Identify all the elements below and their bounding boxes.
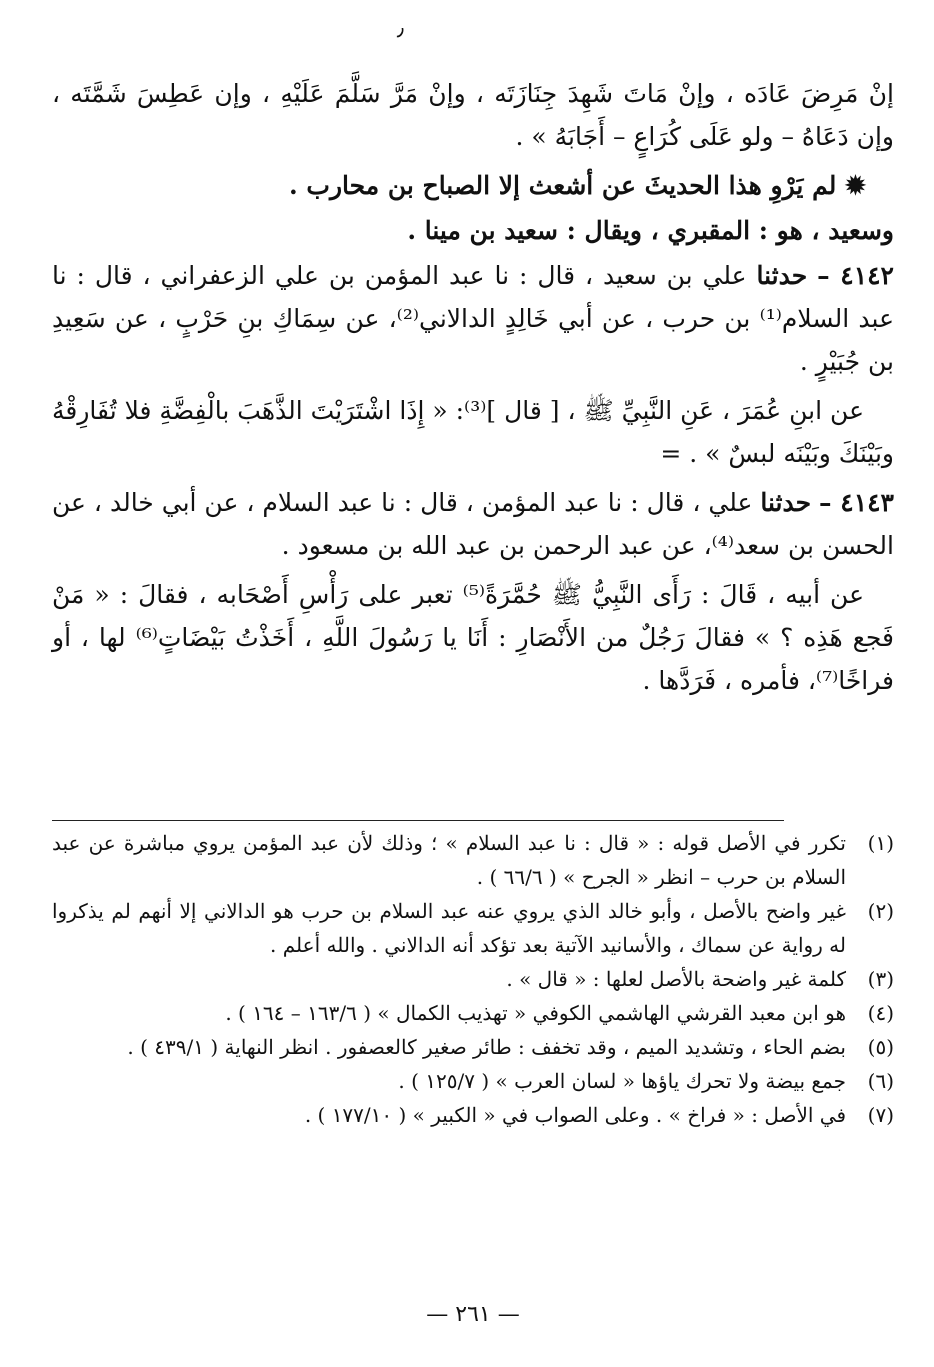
footnote-text: هو ابن معبد القرشي الهاشمي الكوفي « تهذيب الكمال » ( ١٦٣/٦ – ١٦٤ ) . [225, 1001, 846, 1025]
isnad-text: علي ، قال : نا عبد المؤمن ، قال : نا عبد السلام ، عن أبي خالد ، عن الحسن بن سعد⁽⁴⁾، عن عبد الرحمن بن عبد الله بن مسعود . [52, 488, 894, 560]
paragraph-hadith-end: إنْ مَرِضَ عَادَه ، وإنْ مَاتَ شَهِدَ جِنَازَتَه ، وإنْ مَرَّ سَلَّمَ عَلَيْهِ ، وإن عَطِسَ شَمَّتَه ، وإن دَعَاهُ – ولو عَلَى كُرَاعٍ – أَجَابَهُ » . [52, 79, 894, 151]
footnote-text: تكرر في الأصل قوله : « قال : نا عبد السلام » ؛ وذلك لأن عبد المؤمن يروي مباشرة عن عبد السلام بن حرب – انظر « الجرح » ( ٦٦/٦ ) . [52, 831, 846, 889]
footnote [52, 1064, 894, 1098]
main-text [52, 72, 894, 708]
hadith-4143-isnad [52, 481, 894, 567]
footnote-divider [52, 820, 784, 821]
hadith-4142-matn: عن ابنِ عُمَرَ ، عَنِ النَّبِيِّ ﷺ ، [ قال ]⁽³⁾: « إِذَا اشْتَرَيْتَ الذَّهَبَ بالْفِضَّةِ فلا تُفَارِقْهُ وبَيْنَكَ وبَيْنَه لبسٌ » . = [52, 396, 894, 468]
footnote [52, 1098, 894, 1132]
narration-note: ✹ لم يَرْوِ هذا الحديثَ عن أشعث إلا الصباح بن محارب . [289, 171, 866, 200]
footnote-number: (٧) [867, 1103, 894, 1127]
footnote [52, 962, 894, 996]
top-mark: ٫ [396, 16, 404, 41]
footnote-number: (١) [867, 831, 894, 855]
footnote-text: في الأصل : « فراخ » . وعلى الصواب في « الكبير » ( ١٧٧/١٠ ) . [304, 1103, 846, 1127]
footnote-number: (٢) [867, 899, 894, 923]
footnote-text: غير واضح بالأصل ، وأبو خالد الذي يروي عنه عبد السلام بن حرب هو الدالاني إلا أنهم لم يذكروا له رواية عن سماك ، والأسانيد الآتية بعد تؤكد أنه الدالاني . والله أعلم . [52, 899, 846, 957]
page-number: — ٢٦١ — [426, 1302, 520, 1327]
haddathana-word: حدثنا [756, 261, 808, 290]
narrator-note: وسعيد ، هو : المقبري ، ويقال : سعيد بن مينا . [407, 216, 894, 245]
book-page [52, 0, 894, 1367]
hadith-number: ٤١٤٣ – [819, 488, 894, 517]
haddathana-word: حدثنا [760, 488, 812, 517]
hadith-4142-isnad [52, 254, 894, 383]
footnote-text: كلمة غير واضحة بالأصل لعلها : « قال » . [506, 967, 846, 991]
footnote [52, 1030, 894, 1064]
footnote-number: (٥) [867, 1035, 894, 1059]
footnotes [52, 826, 894, 1132]
footnote [52, 996, 894, 1030]
hadith-4143-matn: عن أبيه ، قَالَ : رَأَى النَّبِيُّ ﷺ حُمَّرَةً⁽⁵⁾ تعبر على رَأْسِ أَصْحَابه ، فقالَ : « مَنْ فَجع هَذِه ؟ » فقالَ رَجُلٌ من الأَنْصَارِ : أَنَا يا رَسُولَ اللَّهِ ، أَخَذْتُ بَيْضَاتٍ⁽⁶⁾ لها ، أو فراخًا⁽⁷⁾، فأمره ، فَرَدَّها . [52, 580, 894, 695]
footnote [52, 894, 894, 962]
footnote-number: (٤) [867, 1001, 894, 1025]
footnote-number: (٦) [867, 1069, 894, 1093]
hadith-number: ٤١٤٢ – [817, 261, 894, 290]
footnote-text: جمع بيضة ولا تحرك ياؤها « لسان العرب » ( ١٢٥/٧ ) . [398, 1069, 846, 1093]
footnote [52, 826, 894, 894]
isnad-text: علي بن سعيد ، قال : نا عبد المؤمن بن علي الزعفراني ، قال : نا عبد السلام⁽¹⁾ بن حرب ، عن أبي خَالِدٍ الدالاني⁽²⁾، عن سِمَاكِ بنِ حَرْبٍ ، عن سَعِيدِ بن جُبَيْرٍ . [52, 261, 894, 376]
footnote-text: بضم الحاء ، وتشديد الميم ، وقد تخفف : طائر صغير كالعصفور . انظر النهاية ( ٤٣٩/١ ) . [127, 1035, 846, 1059]
footnote-number: (٣) [867, 967, 894, 991]
